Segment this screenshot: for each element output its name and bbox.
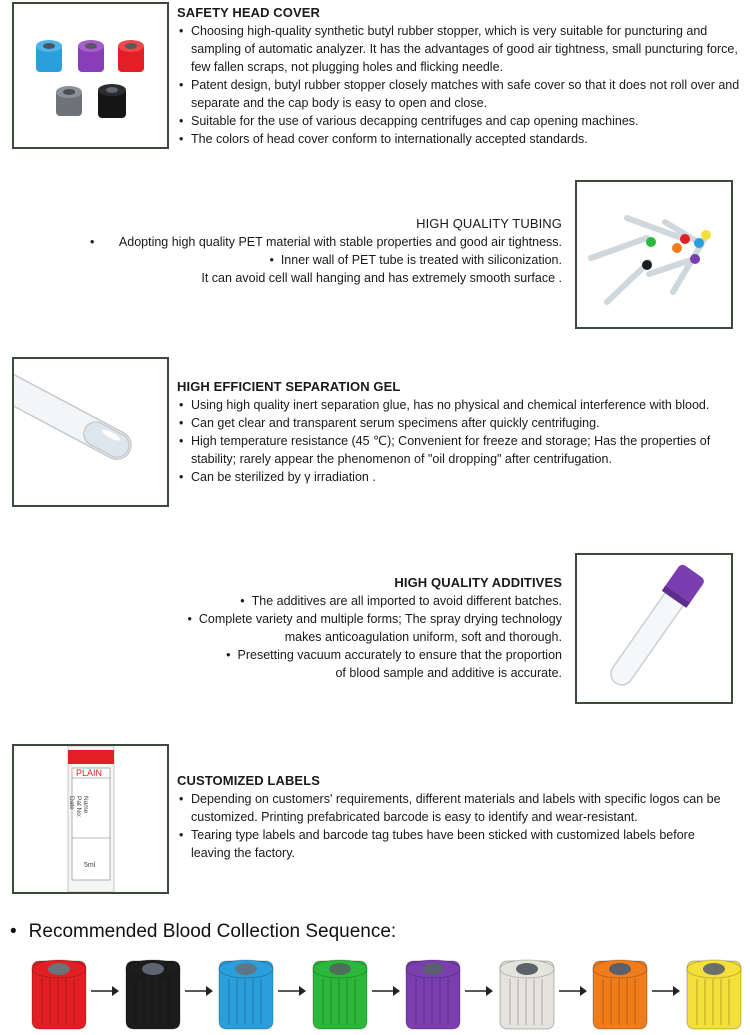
green-cap-icon [309,955,371,1035]
label-volume: 5ml [84,862,96,869]
arrow-right-icon [90,985,120,997]
blue-cap-icon [215,955,277,1035]
section-title: SAFETY HEAD COVER [177,5,321,20]
bullet-list [177,22,747,148]
arrow-right-icon [464,985,494,997]
bullet-dot: • [10,921,17,942]
arrow-right-icon [277,985,307,997]
arrow-right-icon [184,985,214,997]
separation-gel-photo [12,357,169,507]
section-title: HIGH QUALITY ADDITIVES [394,575,562,590]
red-cap-icon [118,40,144,72]
bullet-item: • Depending on customers' requirements, different materials and labels with specific logos can be customized. Printing prefabricated barcode is easy to identify and wear-resistant. [177,790,737,826]
bullet-item: • The colors of head cover conform to internationally accepted standards. [177,130,747,148]
bullet-list [177,396,747,486]
orange-cap-icon [589,955,651,1035]
sequence-title-text: Recommended Blood Collection Sequence: [28,921,397,942]
tubes-icon [591,218,705,302]
gel-tube-icon [14,369,136,464]
high-quality-additives-section [150,574,562,682]
safety-head-cover-section [177,4,747,148]
section-title: HIGH EFFICIENT SEPARATION GEL [177,379,401,394]
tubing-line: It can avoid cell wall hanging and has extremely smooth surface . [201,271,562,285]
collection-sequence [28,955,740,1035]
purple-cap-icon [402,955,464,1035]
gray-cap-icon [56,86,82,116]
red-cap-icon [28,955,90,1035]
bullet-item: • Can be sterilized by γ irradiation . [177,468,747,486]
customized-labels-section [177,772,737,862]
bullet-item: • Choosing high-quality synthetic butyl rubber stopper, which is very suitable for puncturing and sampling of automatic analyzer. It has the advantages of good air tightness, small puncturing force, few fallen scraps, not plugging holes and flicking needle. [177,22,747,76]
tubing-line: • Inner wall of PET tube is treated with siliconization. [80,251,562,269]
separation-gel-section [177,378,747,486]
blue-cap-icon [36,40,62,72]
additives-line: • Complete variety and multiple forms; The spray drying technology [150,610,562,628]
tubing-line: Adopting high quality PET material with stable properties and good air tightness. [118,235,562,249]
label-field-patno: Pat No: [75,796,82,818]
section-title: HIGH QUALITY TUBING [416,216,562,231]
purple-tube-icon [603,563,706,692]
bullet-list [177,790,737,862]
label-field-name: Name [82,796,89,814]
black-cap-icon [122,955,184,1035]
tubing-photo [575,180,733,329]
bullet-item: • Patent design, butyl rubber stopper closely matches with safe cover so that it does not roll over and separate and the cap body is easy to open and close. [177,76,747,112]
yellow-cap-icon [683,955,745,1035]
safety-head-cover-photo [12,2,169,149]
additives-line: of blood sample and additive is accurate. [335,666,562,680]
section-title: CUSTOMIZED LABELS [177,773,321,788]
additives-line: • Presetting vacuum accurately to ensure that the proportion [150,646,562,664]
arrow-right-icon [558,985,588,997]
label-field-date: Date [68,796,75,810]
bullet-item: • Using high quality inert separation glue, has no physical and chemical interference with blood. [177,396,747,414]
arrow-right-icon [371,985,401,997]
bullet-dot: • [90,235,95,249]
purple-cap-icon [78,40,104,72]
additives-photo [575,553,733,704]
bullet-item: • Can get clear and transparent serum specimens after quickly centrifuging. [177,414,747,432]
arrow-right-icon [651,985,681,997]
sequence-title [10,921,396,943]
label-plain-text: PLAIN [76,768,103,778]
bullet-item: • Suitable for the use of various decapping centrifuges and cap opening machines. [177,112,747,130]
additives-line: makes anticoagulation uniform, soft and thorough. [284,630,562,644]
customized-labels-photo [12,744,169,894]
white-cap-icon [496,955,558,1035]
bullet-item: • Tearing type labels and barcode tag tubes have been sticked with customized labels before leaving the factory. [177,826,737,862]
bullet-item: • High temperature resistance (45 ℃); Convenient for freeze and storage; Has the properties of stability; rarely appear the phenomenon of "oil dropping" after centrifugation. [177,432,747,468]
additives-line: • The additives are all imported to avoid different batches. [150,592,562,610]
black-cap-icon [98,84,126,118]
high-quality-tubing-section [80,215,562,287]
